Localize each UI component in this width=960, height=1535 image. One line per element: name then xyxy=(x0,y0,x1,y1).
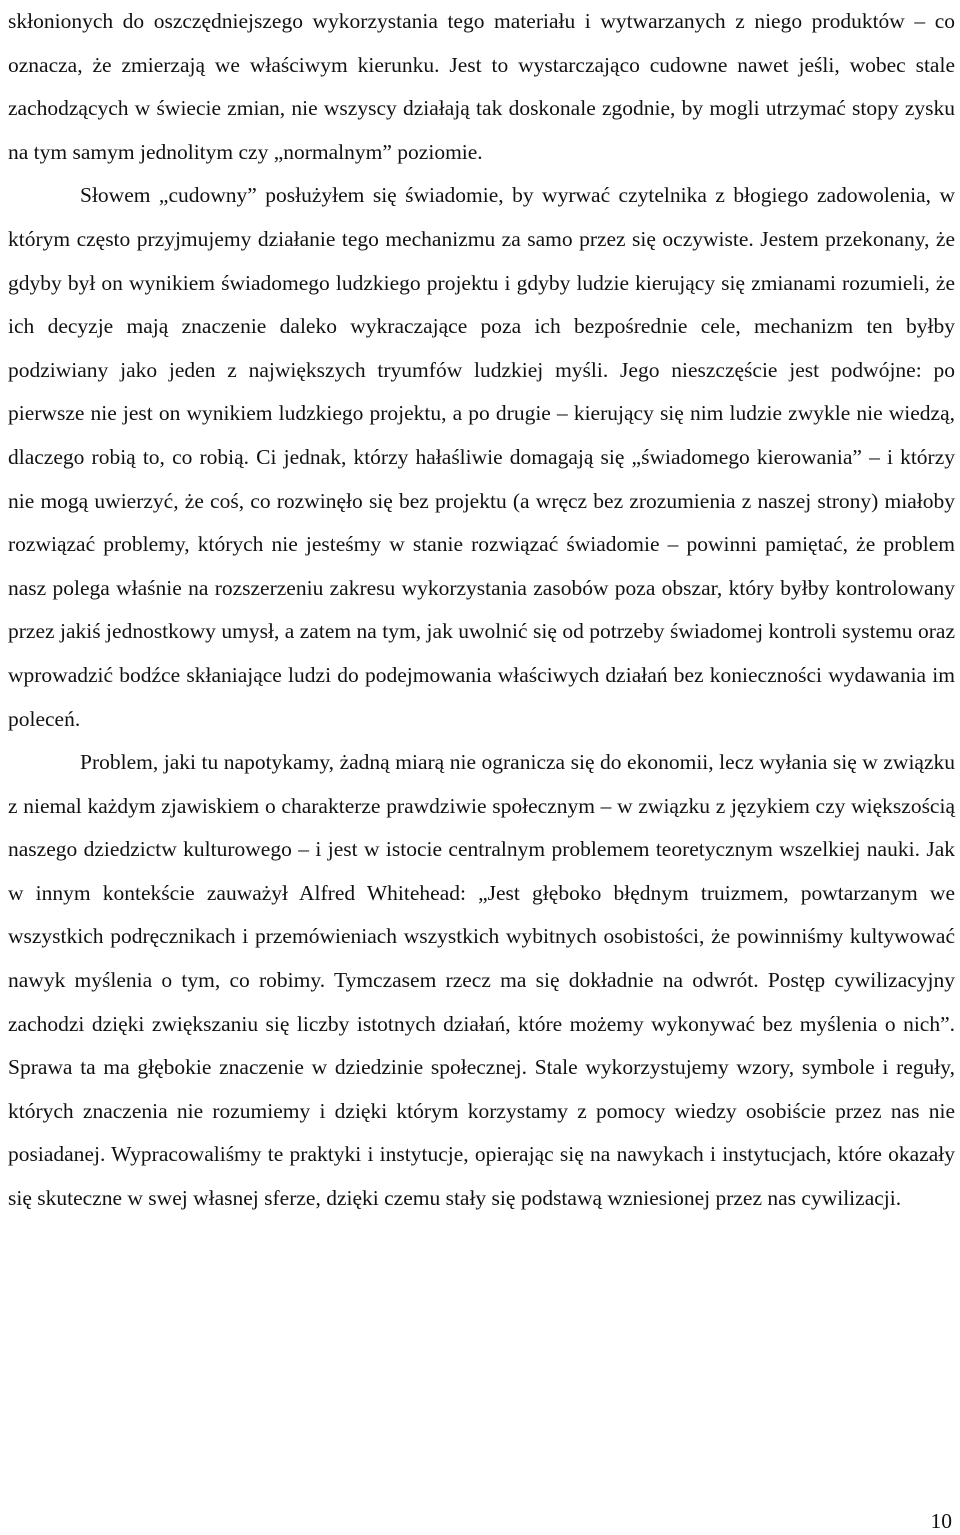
paragraph-2: Słowem „cudowny” posłużyłem się świadomie, by wyrwać czytelnika z błogiego zadowolenia, w którym często przyjmujemy działanie tego mechanizmu za samo przez się oczywiste. Jestem przekonany, że gdyby był on wynikiem świadomego ludzkiego projektu i gdyby ludzie kierujący się zmianami rozumieli, że ich decyzje mają znaczenie daleko wykraczające poza ich bezpośrednie cele, mechanizm ten byłby podziwiany jako jeden z największych tryumfów ludzkiej myśli. Jego nieszczęście jest podwójne: po pierwsze nie jest on wynikiem ludzkiego projektu, a po drugie – kierujący się nim ludzie zwykle nie wiedzą, dlaczego robią to, co robią. Ci jednak, którzy hałaśliwie domagają się „świadomego kierowania” – i którzy nie mogą uwierzyć, że coś, co rozwinęło się bez projektu (a wręcz bez zrozumienia z naszej strony) miałoby rozwiązać problemy, których nie jesteśmy w stanie rozwiązać świadomie – powinni pamiętać, że problem nasz polega właśnie na rozszerzeniu zakresu wykorzystania zasobów poza obszar, który byłby kontrolowany przez jakiś jednostkowy umysł, a zatem na tym, jak uwolnić się od potrzeby świadomej kontroli systemu oraz wprowadzić bodźce skłaniające ludzi do podejmowania właściwych działań bez konieczności wydawania im poleceń. xyxy=(8,183,955,731)
paragraph-1: skłonionych do oszczędniejszego wykorzystania tego materiału i wytwarzanych z niego produktów – co oznacza, że zmierzają we właściwym kierunku. Jest to wystarczająco cudowne nawet jeśli, wobec stale zachodzących w świecie zmian, nie wszyscy działają tak doskonale zgodnie, by mogli utrzymać stopy zysku na tym samym jednolitym czy „normalnym” poziomie. xyxy=(8,9,955,164)
document-page xyxy=(8,0,955,1221)
page-number: 10 xyxy=(930,1509,952,1533)
paragraph-3: Problem, jaki tu napotykamy, żadną miarą nie ogranicza się do ekonomii, lecz wyłania się w związku z niemal każdym zjawiskiem o charakterze prawdziwie społecznym – w związku z językiem czy większością naszego dziedzictw kulturowego – i jest w istocie centralnym problemem teoretycznym wszelkiej nauki. Jak w innym kontekście zauważył Alfred Whitehead: „Jest głęboko błędnym truizmem, powtarzanym we wszystkich podręcznikach i przemówieniach wszystkich wybitnych osobistości, że powinniśmy kultywować nawyk myślenia o tym, co robimy. Tymczasem rzecz ma się dokładnie na odwrót. Postęp cywilizacyjny zachodzi dzięki zwiększaniu się liczby istotnych działań, które możemy wykonywać bez myślenia o nich”. Sprawa ta ma głębokie znaczenie w dziedzinie społecznej. Stale wykorzystujemy wzory, symbole i reguły, których znaczenia nie rozumiemy i dzięki którym korzystamy z pomocy wiedzy osobiście przez nas nie posiadanej. Wypracowaliśmy te praktyki i instytucje, opierając się na nawykach i instytucjach, które okazały się skuteczne w swej własnej sferze, dzięki czemu stały się podstawą wzniesionej przez nas cywilizacji. xyxy=(8,750,955,1211)
